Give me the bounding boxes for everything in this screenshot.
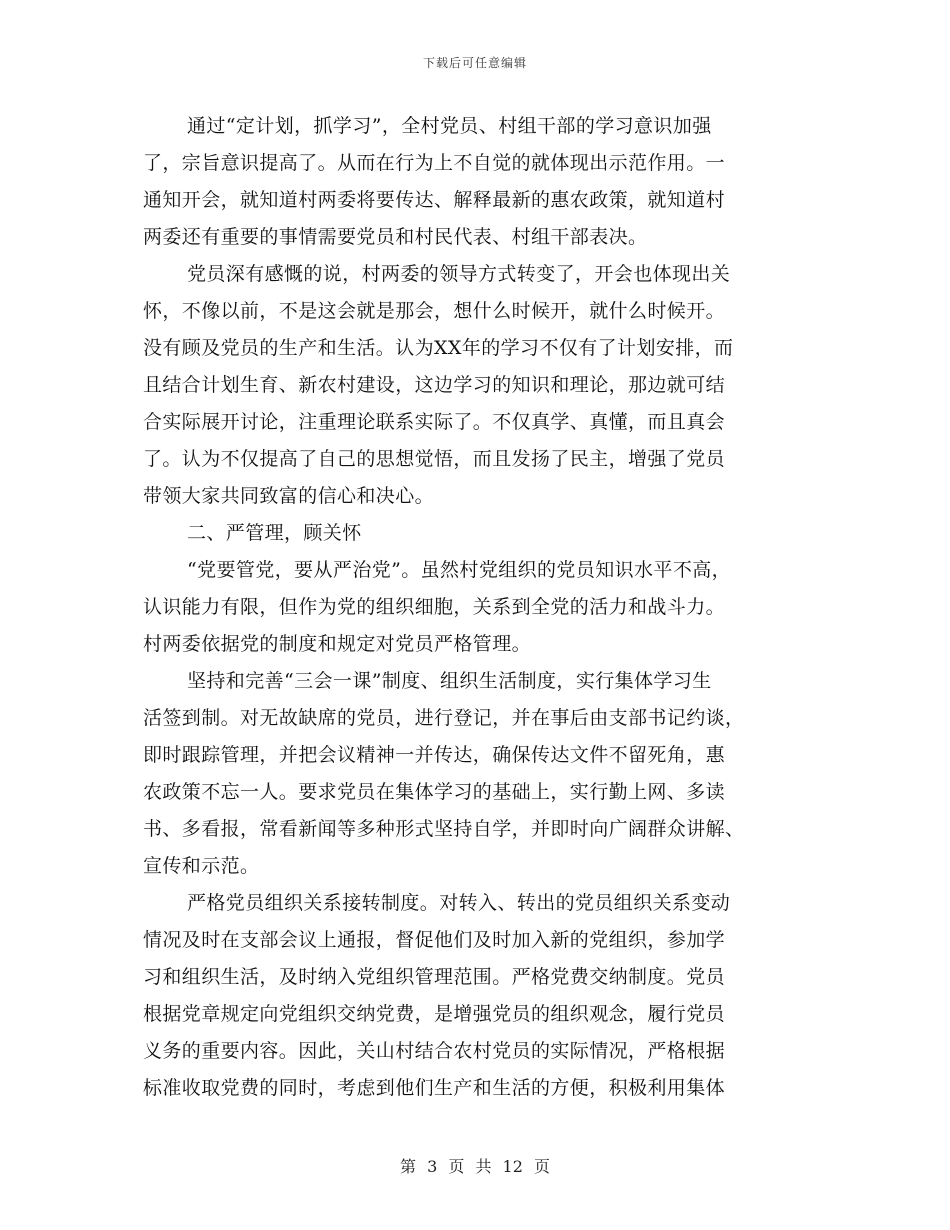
text-line: “党要管党，要从严治党”。虽然村党组织的党员知识水平不高，	[187, 559, 732, 581]
page-footer: 第 3 页 共 12 页	[400, 1157, 550, 1176]
text-line: 带领大家共同致富的信心和决心。	[143, 485, 435, 507]
text-line: 怀，不像以前，不是这会就是那会，想什么时候开，就什么时候开。	[143, 300, 726, 322]
text-line: 农政策不忘一人。要求党员在集体学习的基础上，实行勤上网、多读	[143, 781, 726, 803]
text-line: 通过“定计划，抓学习”，全村党员、村组干部的学习意识加强	[187, 115, 712, 137]
text-line: 党员深有感慨的说，村两委的领导方式转变了，开会也体现出关	[187, 263, 731, 285]
text-line: 两委还有重要的事情需要党员和村民代表、村组干部表决。	[143, 226, 648, 248]
text-line: 村两委依据党的制度和规定对党员严格管理。	[143, 633, 532, 655]
text-line: 即时跟踪管理，并把会议精神一并传达，确保传达文件不留死角，惠	[143, 744, 726, 766]
text-line: 合实际展开讨论，注重理论联系实际了。不仅真学、真懂，而且真会	[143, 411, 726, 433]
text-line: 且结合计划生育、新农村建设，这边学习的知识和理论，那边就可结	[143, 374, 726, 396]
page-header: 下载后可任意编辑	[422, 56, 527, 70]
text-line: 义务的重要内容。因此，关山村结合农村党员的实际情况，严格根据	[143, 1040, 726, 1062]
document-body	[143, 108, 808, 1107]
text-line: 坚持和完善“三会一课”制度、组织生活制度，实行集体学习生	[187, 670, 712, 692]
text-lines	[143, 108, 808, 1107]
text-line: 习和组织生活，及时纳入党组织管理范围。严格党费交纳制度。党员	[143, 966, 726, 988]
text-line: 没有顾及党员的生产和生活。认为XX年的学习不仅有了计划安排，而	[143, 337, 734, 359]
text-line: 书、多看报，常看新闻等多种形式坚持自学，并即时向广阔群众讲解、	[143, 818, 745, 840]
text-line: 二、严管理，顾关怀	[187, 522, 362, 544]
text-line: 宣传和示范。	[143, 855, 260, 877]
text-line: 认识能力有限，但作为党的组织细胞，关系到全党的活力和战斗力。	[143, 596, 726, 618]
text-line: 情况及时在支部会议上通报，督促他们及时加入新的党组织，参加学	[143, 929, 726, 951]
text-line: 活签到制。对无故缺席的党员，进行登记，并在事后由支部书记约谈，	[143, 707, 745, 729]
text-line: 了，宗旨意识提高了。从而在行为上不自觉的就体现出示范作用。一	[143, 152, 726, 174]
text-line: 标准收取党费的同时，考虑到他们生产和生活的方便，积极利用集体	[143, 1077, 726, 1099]
text-line: 了。认为不仅提高了自己的思想觉悟，而且发扬了民主，增强了党员	[143, 448, 726, 470]
text-line: 严格党员组织关系接转制度。对转入、转出的党员组织关系变动	[187, 892, 731, 914]
text-line: 通知开会，就知道村两委将要传达、解释最新的惠农政策，就知道村	[143, 189, 726, 211]
text-line: 根据党章规定向党组织交纳党费，是增强党员的组织观念，履行党员	[143, 1003, 726, 1025]
